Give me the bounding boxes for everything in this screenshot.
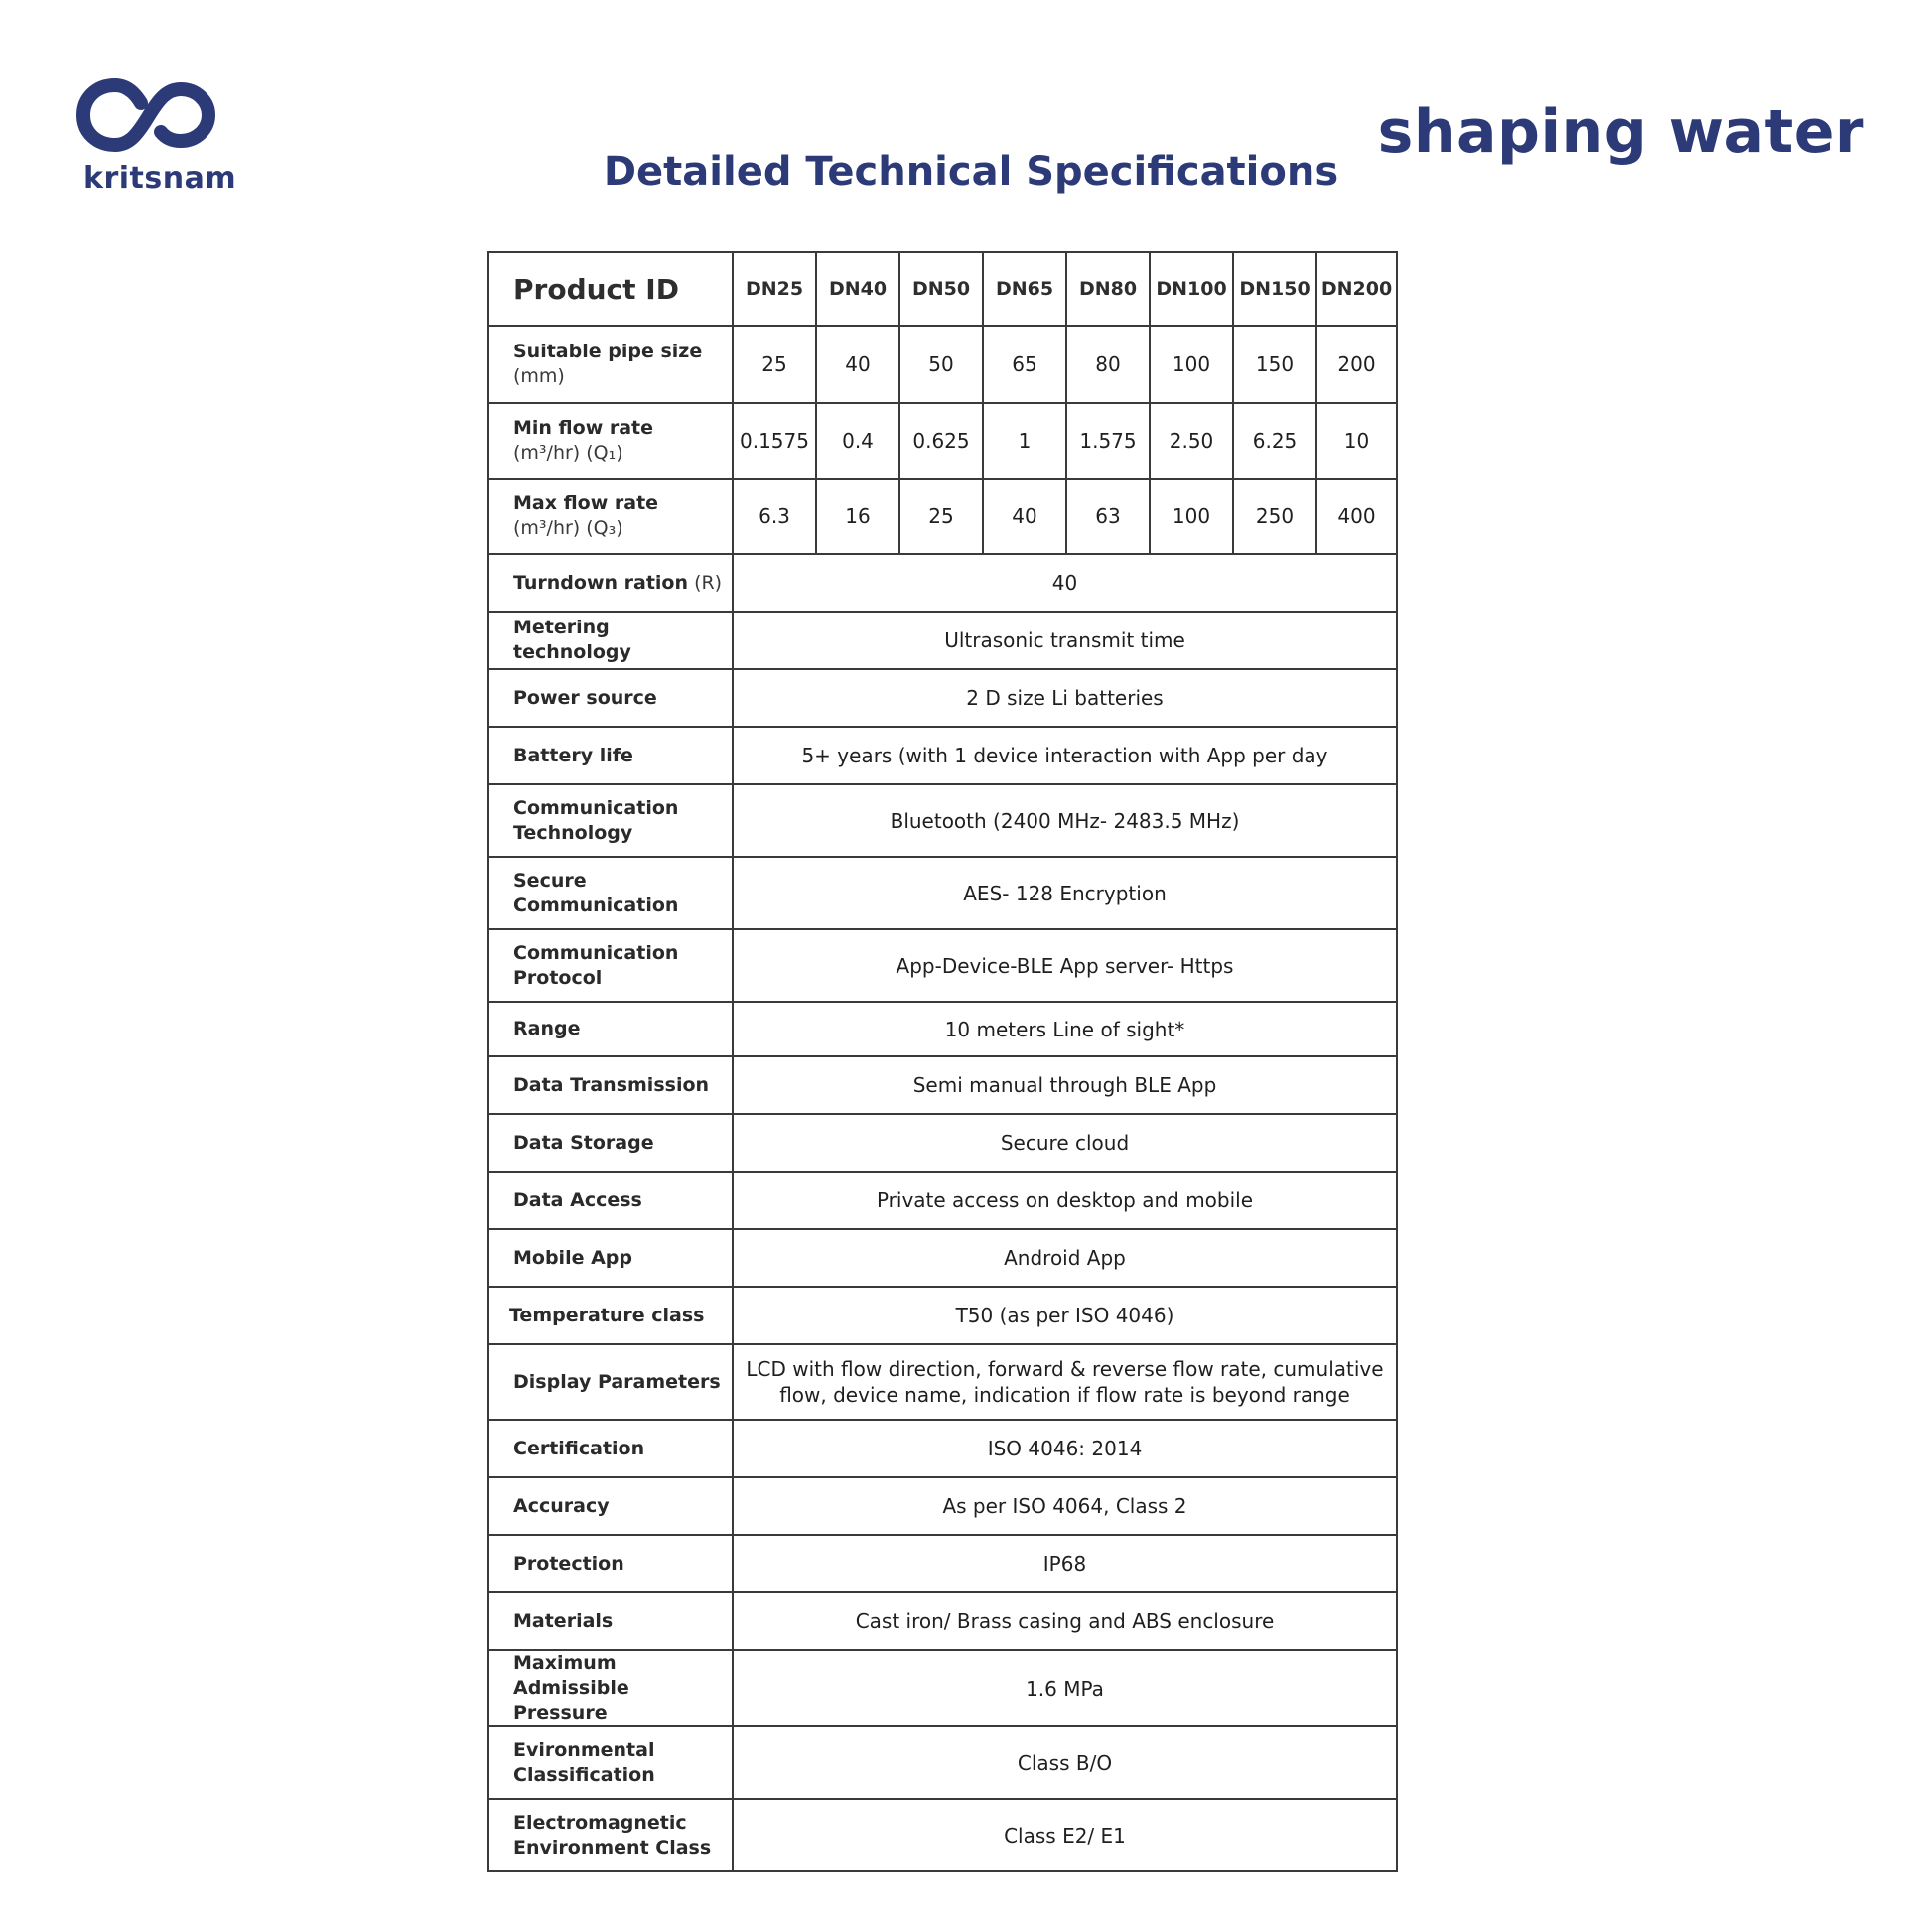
table-row — [488, 727, 1397, 784]
table-cell: 6.25 — [1233, 403, 1316, 479]
row-label — [488, 1592, 733, 1650]
spec-value: IP68 — [733, 1535, 1397, 1592]
spec-value: T50 (as per ISO 4046) — [733, 1287, 1397, 1344]
row-label — [488, 479, 733, 554]
row-label-text: Min flow rate — [513, 417, 654, 439]
spec-value: Cast iron/ Brass casing and ABS enclosure — [733, 1592, 1397, 1650]
row-label-text: Protection — [513, 1552, 624, 1575]
column-header: DN150 — [1233, 252, 1316, 326]
table-cell: 25 — [733, 326, 816, 403]
spec-value: 1.6 MPa — [733, 1650, 1397, 1726]
row-label-text: Display Parameters — [513, 1370, 721, 1393]
row-label — [488, 1002, 733, 1056]
table-row — [488, 784, 1397, 857]
row-label — [488, 326, 733, 403]
column-header: DN65 — [983, 252, 1066, 326]
row-label-text: Battery life — [513, 744, 633, 766]
column-header: DN200 — [1316, 252, 1397, 326]
row-label-text: Data Storage — [513, 1131, 654, 1154]
row-label — [488, 612, 733, 669]
table-row — [488, 1229, 1397, 1287]
table-row — [488, 612, 1397, 669]
row-label-unit: (mm) — [513, 365, 565, 387]
column-header: DN40 — [816, 252, 899, 326]
row-label — [488, 1229, 733, 1287]
tagline: shaping water — [1377, 97, 1864, 167]
row-label — [488, 929, 733, 1002]
table-cell: 1.575 — [1066, 403, 1150, 479]
spec-value: LCD with flow direction, forward & reverse flow rate, cumulative flow, device name, indication if flow rate is beyond range — [733, 1344, 1397, 1420]
table-cell: 100 — [1150, 326, 1233, 403]
table-row — [488, 1477, 1397, 1535]
row-label-text: Range — [513, 1018, 581, 1039]
table-row — [488, 1535, 1397, 1592]
row-label — [488, 1799, 733, 1871]
header-product-id: Product ID — [488, 252, 733, 326]
spec-value: Class E2/ E1 — [733, 1799, 1397, 1871]
table-row — [488, 1344, 1397, 1420]
row-label-unit: (R) — [694, 571, 723, 594]
row-label — [488, 1344, 733, 1420]
spec-value: 5+ years (with 1 device interaction with App per day — [733, 727, 1397, 784]
spec-value: AES- 128 Encryption — [733, 857, 1397, 929]
row-label-text: Accuracy — [513, 1494, 610, 1517]
spec-value: Private access on desktop and mobile — [733, 1172, 1397, 1229]
row-label — [488, 1172, 733, 1229]
table-cell: 0.625 — [899, 403, 983, 479]
row-label-text: Turndown ration — [513, 571, 689, 594]
table-row — [488, 554, 1397, 612]
table-cell: 10 — [1316, 403, 1397, 479]
page-title: Detailed Technical Specifications — [603, 149, 1339, 195]
table-cell: 1 — [983, 403, 1066, 479]
row-label-text: Certification — [513, 1437, 645, 1459]
spec-value: Ultrasonic transmit time — [733, 612, 1397, 669]
row-label-text: Maximum Admissible Pressure — [513, 1652, 629, 1724]
row-label — [488, 1535, 733, 1592]
table-cell: 0.1575 — [733, 403, 816, 479]
column-header: DN50 — [899, 252, 983, 326]
infinity-loop-icon — [75, 77, 220, 159]
row-label — [488, 727, 733, 784]
table-row — [488, 479, 1397, 554]
table-row — [488, 1287, 1397, 1344]
row-label — [488, 669, 733, 727]
row-label-text: Communication Technology — [513, 796, 679, 844]
table-row — [488, 1799, 1397, 1871]
logo-wordmark: kritsnam — [83, 161, 237, 196]
table-row — [488, 669, 1397, 727]
row-label-text: Metering technology — [513, 617, 631, 663]
spec-value: 2 D size Li batteries — [733, 669, 1397, 727]
table-row — [488, 1056, 1397, 1114]
row-label — [488, 1114, 733, 1172]
column-header: DN100 — [1150, 252, 1233, 326]
row-label-text: Mobile App — [513, 1246, 632, 1269]
table-cell: 50 — [899, 326, 983, 403]
header-row — [488, 252, 1397, 326]
table-row — [488, 929, 1397, 1002]
table-row — [488, 1172, 1397, 1229]
table-cell: 6.3 — [733, 479, 816, 554]
row-label-text: Data Transmission — [513, 1073, 710, 1096]
row-label — [488, 1650, 733, 1726]
table-cell: 2.50 — [1150, 403, 1233, 479]
row-label — [488, 1726, 733, 1799]
spec-value: 10 meters Line of sight* — [733, 1002, 1397, 1056]
row-label-text: Materials — [513, 1609, 614, 1632]
table-cell: 40 — [983, 479, 1066, 554]
table-cell: 16 — [816, 479, 899, 554]
specifications-table — [487, 251, 1398, 1872]
spec-value: ISO 4046: 2014 — [733, 1420, 1397, 1477]
spec-value: Secure cloud — [733, 1114, 1397, 1172]
row-label-text: Electromagnetic Environment Class — [513, 1811, 712, 1859]
table-cell: 63 — [1066, 479, 1150, 554]
row-label — [488, 403, 733, 479]
column-header: DN25 — [733, 252, 816, 326]
table-cell: 25 — [899, 479, 983, 554]
row-label-text: Secure Communication — [513, 869, 679, 916]
table-row — [488, 1726, 1397, 1799]
spec-value: 40 — [733, 554, 1397, 612]
row-label — [488, 554, 733, 612]
row-label — [488, 1056, 733, 1114]
row-label-text: Communication Protocol — [513, 941, 679, 989]
row-label — [488, 857, 733, 929]
table-cell: 80 — [1066, 326, 1150, 403]
table-cell: 250 — [1233, 479, 1316, 554]
table-row — [488, 326, 1397, 403]
spec-value: Semi manual through BLE App — [733, 1056, 1397, 1114]
row-label — [488, 1420, 733, 1477]
row-label — [488, 1477, 733, 1535]
table-row — [488, 1650, 1397, 1726]
row-label-unit: (m³/hr) (Q₃) — [513, 517, 623, 539]
row-label-text: Power source — [513, 686, 657, 709]
spec-value: Bluetooth (2400 MHz- 2483.5 MHz) — [733, 784, 1397, 857]
table-cell: 0.4 — [816, 403, 899, 479]
table-cell: 200 — [1316, 326, 1397, 403]
row-label-text: Temperature class — [509, 1304, 705, 1326]
spec-value: Class B/O — [733, 1726, 1397, 1799]
row-label-text: Suitable pipe size — [513, 341, 703, 362]
table-cell: 150 — [1233, 326, 1316, 403]
row-label-unit: (m³/hr) (Q₁) — [513, 442, 623, 464]
table-row — [488, 857, 1397, 929]
spec-value: As per ISO 4064, Class 2 — [733, 1477, 1397, 1535]
spec-value: Android App — [733, 1229, 1397, 1287]
row-label — [488, 1287, 733, 1344]
table-row — [488, 1420, 1397, 1477]
table-cell: 400 — [1316, 479, 1397, 554]
row-label — [488, 784, 733, 857]
spec-value: App-Device-BLE App server- Https — [733, 929, 1397, 1002]
table-cell: 40 — [816, 326, 899, 403]
row-label-text: Max flow rate — [513, 492, 659, 514]
table-row — [488, 1592, 1397, 1650]
table-cell: 65 — [983, 326, 1066, 403]
table-cell: 100 — [1150, 479, 1233, 554]
row-label-text: Evironmental Classification — [513, 1738, 655, 1786]
row-label-text: Data Access — [513, 1188, 642, 1211]
table-row — [488, 1002, 1397, 1056]
column-header: DN80 — [1066, 252, 1150, 326]
table-row — [488, 403, 1397, 479]
table-row — [488, 1114, 1397, 1172]
